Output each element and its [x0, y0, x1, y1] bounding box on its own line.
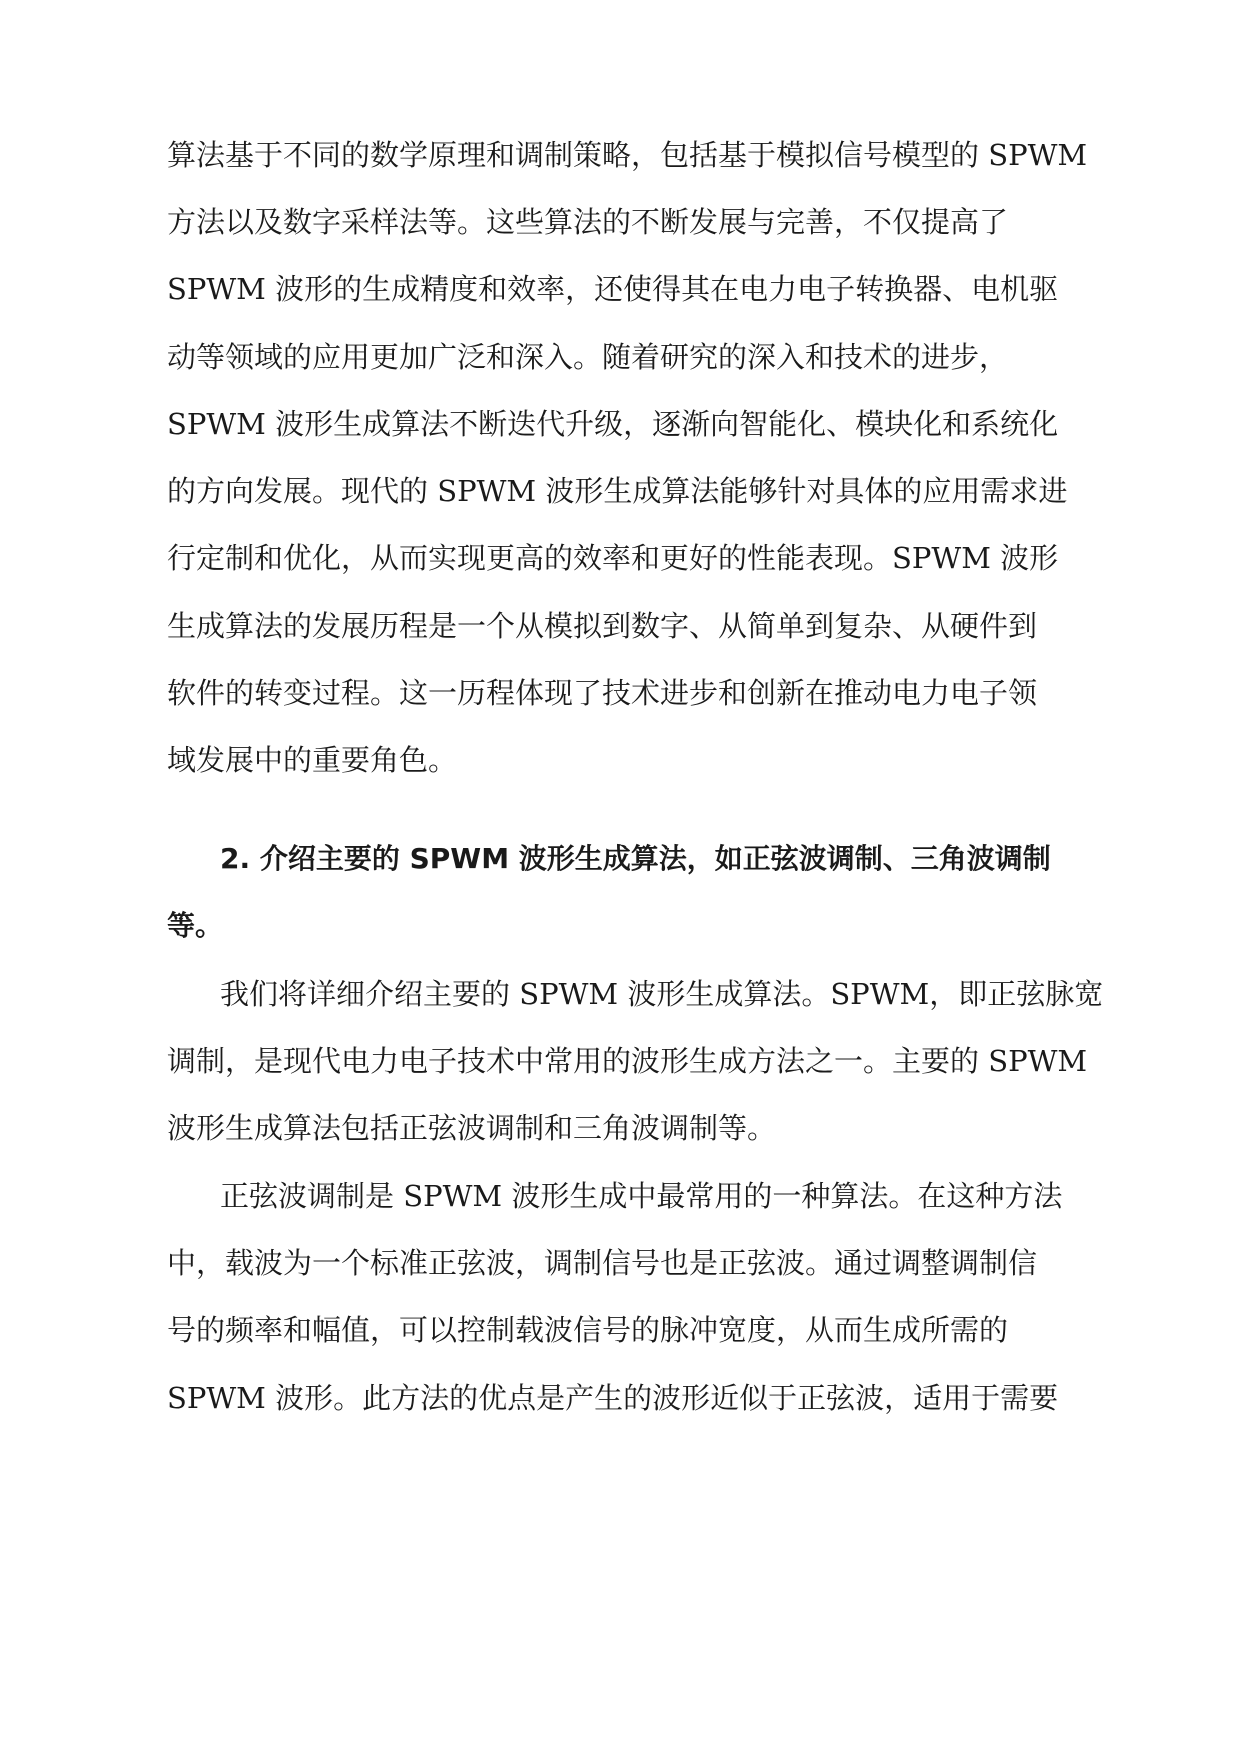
text-line: 行定制和优化，从而实现更高的效率和更好的性能表现。SPWM 波形	[167, 541, 1059, 575]
text-line: 的方向发展。现代的 SPWM 波形生成算法能够针对具体的应用需求进	[167, 474, 1068, 508]
heading-line: 2. 介绍主要的 SPWM 波形生成算法，如正弦波调制、三角波调制	[220, 842, 1051, 875]
text-line: 波形生成算法包括正弦波调制和三角波调制等。	[167, 1111, 777, 1145]
text-line: 正弦波调制是 SPWM 波形生成中最常用的一种算法。在这种方法	[220, 1179, 1063, 1213]
text-line: 中，载波为一个标准正弦波，调制信号也是正弦波。通过调整调制信	[167, 1246, 1038, 1280]
text-line: 算法基于不同的数学原理和调制策略，包括基于模拟信号模型的 SPWM	[167, 138, 1088, 172]
text-line: SPWM 波形。此方法的优点是产生的波形近似于正弦波，适用于需要	[167, 1381, 1059, 1415]
text-line: 域发展中的重要角色。	[167, 743, 458, 777]
text-line: SPWM 波形的生成精度和效率，还使得其在电力电子转换器、电机驱	[167, 272, 1059, 306]
text-line: 软件的转变过程。这一历程体现了技术进步和创新在推动电力电子领	[167, 676, 1038, 710]
text-line: 方法以及数字采样法等。这些算法的不断发展与完善，不仅提高了	[167, 205, 1009, 239]
text-line: 动等领域的应用更加广泛和深入。随着研究的深入和技术的进步，	[167, 340, 1009, 374]
text-line: 号的频率和幅值，可以控制载波信号的脉冲宽度，从而生成所需的	[167, 1313, 1009, 1347]
heading-line: 等。	[167, 909, 224, 942]
text-line: 我们将详细介绍主要的 SPWM 波形生成算法。SPWM，即正弦脉宽	[220, 977, 1104, 1011]
text-line: SPWM 波形生成算法不断迭代升级，逐渐向智能化、模块化和系统化	[167, 407, 1059, 441]
text-line: 生成算法的发展历程是一个从模拟到数字、从简单到复杂、从硬件到	[167, 609, 1038, 643]
text-line: 调制，是现代电力电子技术中常用的波形生成方法之一。主要的 SPWM	[167, 1044, 1088, 1078]
